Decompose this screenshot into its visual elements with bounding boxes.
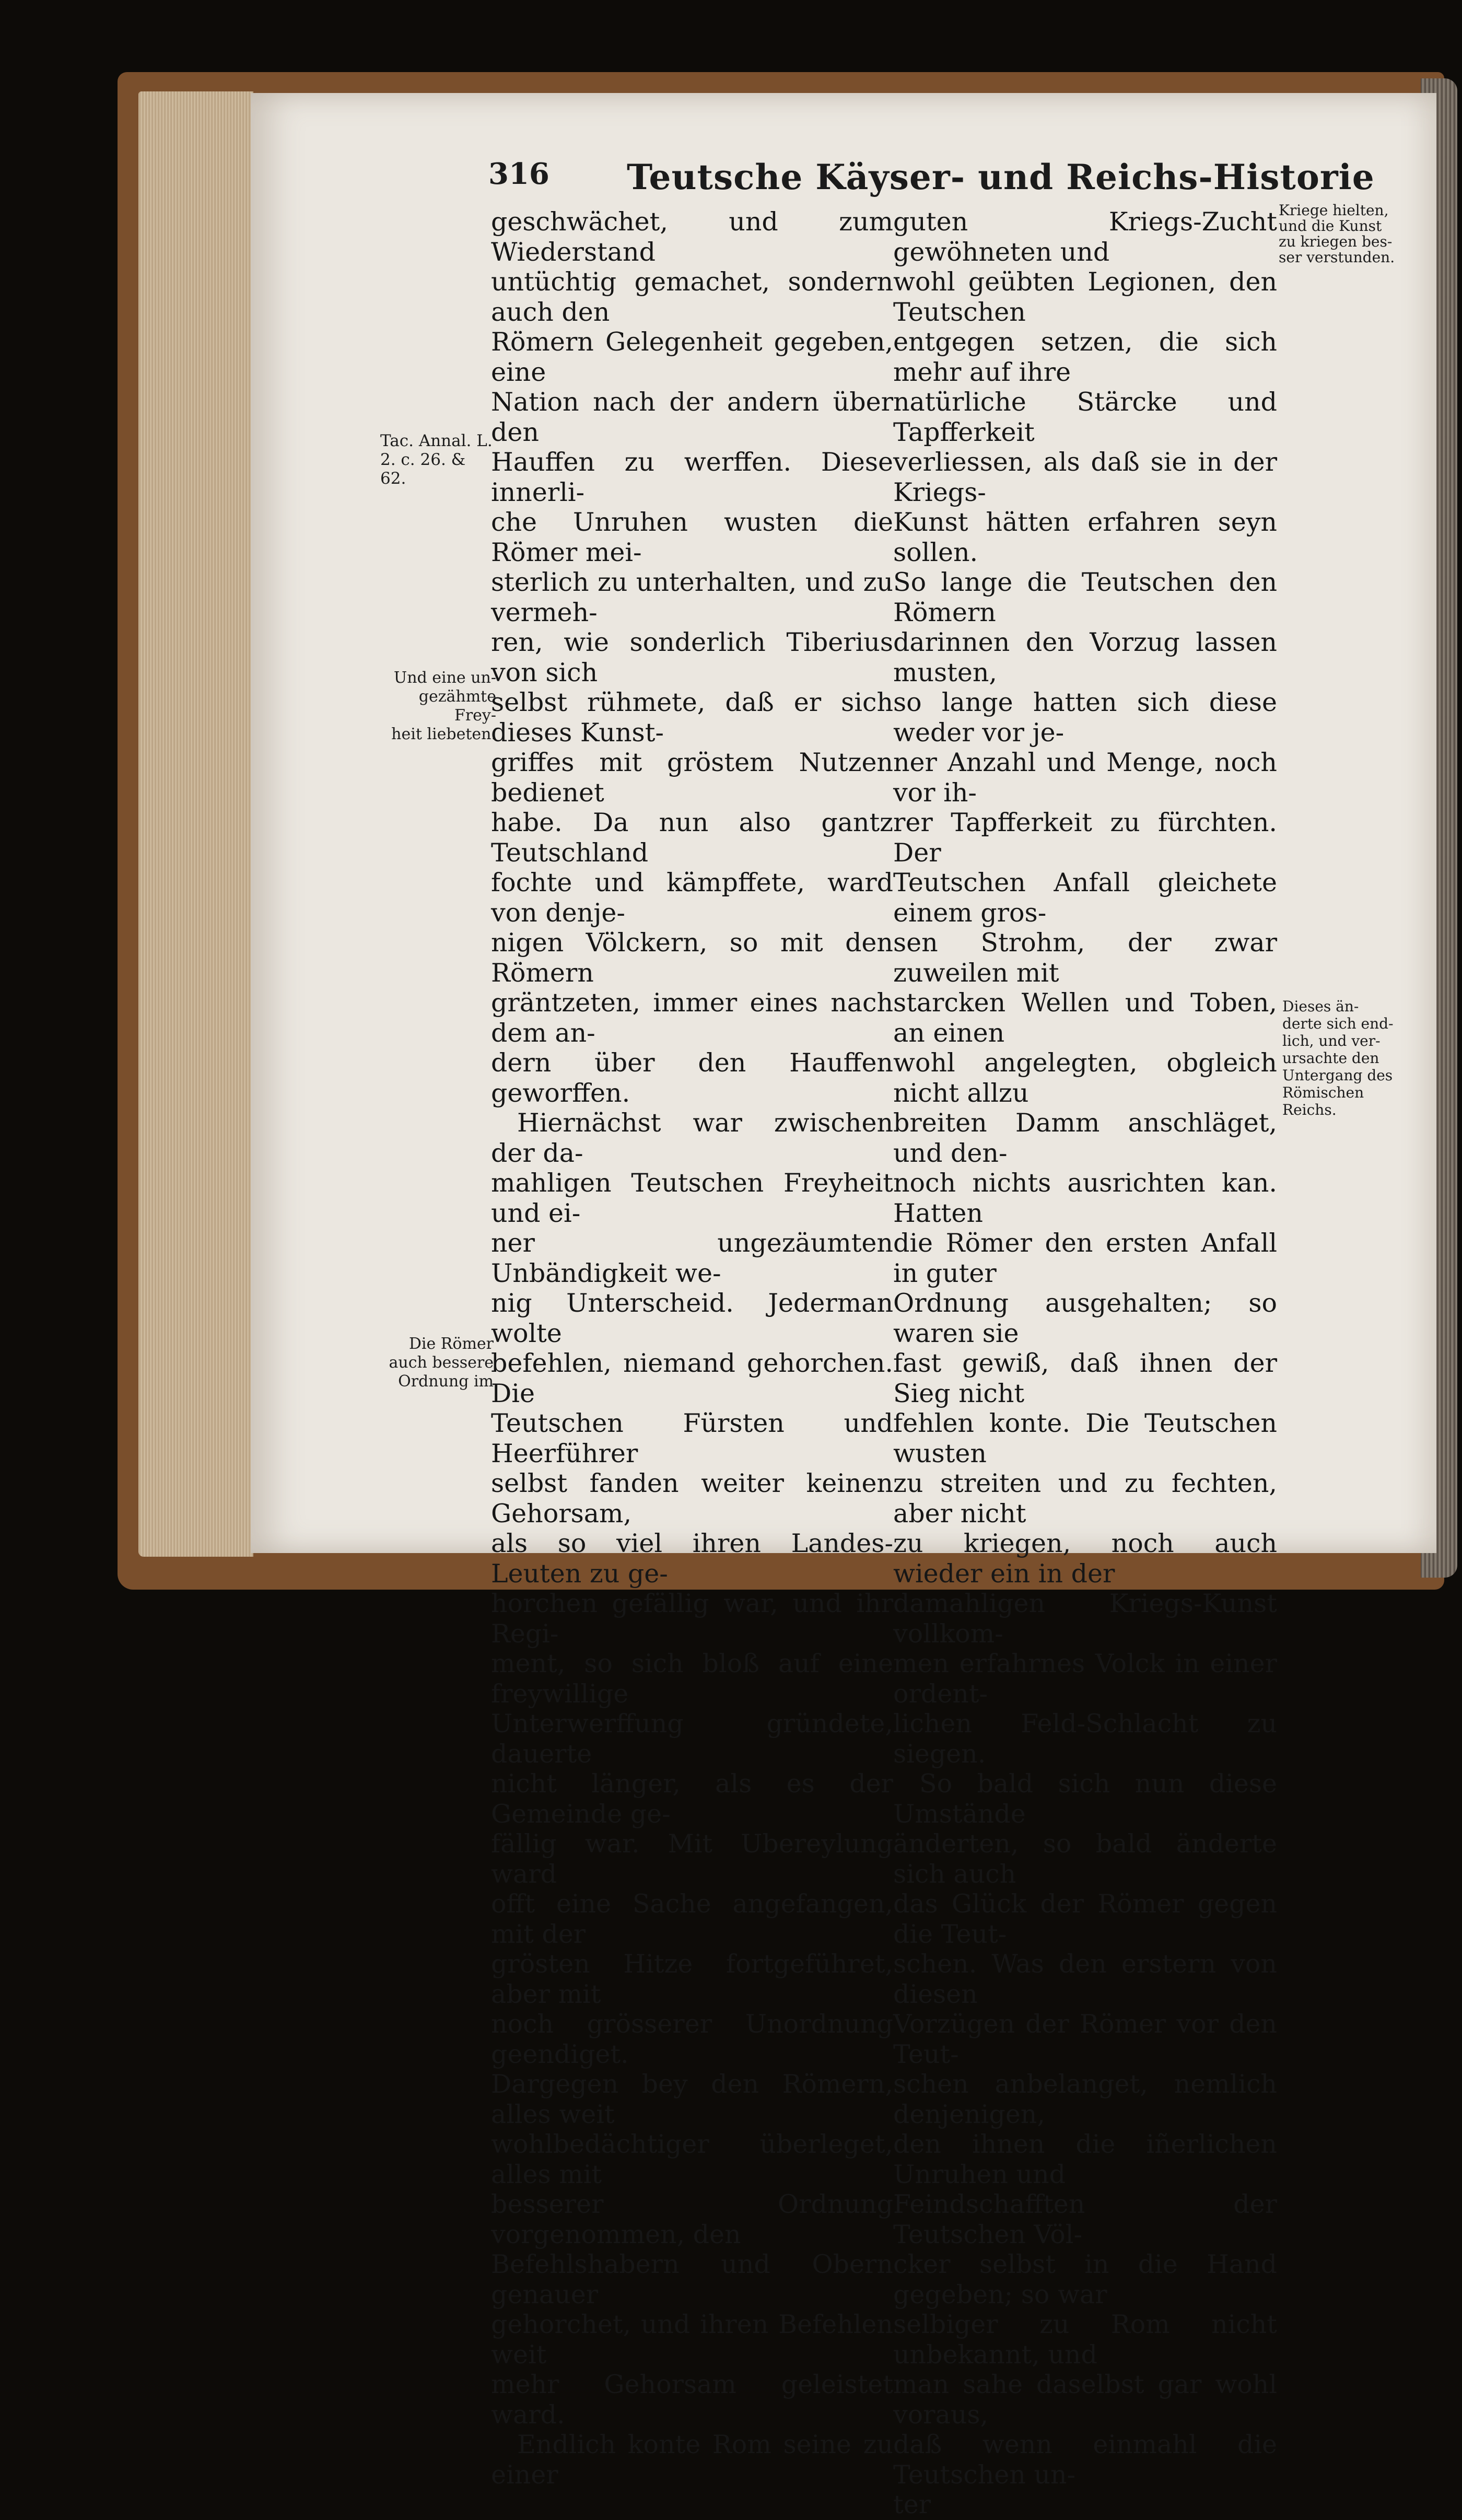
text-line: Befehlshabern und Obern genauer [491,2249,893,2309]
text-line: griffes mit gröstem Nutzen bedienet [491,748,893,808]
text-line: Feindschafften der Teutschen Völ- [893,2189,1277,2249]
text-line: damahligen Kriegs-Kunst vollkom- [893,1589,1277,1649]
text-line: ner ungezäumten Unbändigkeit we- [491,1228,893,1288]
text-line: gehorchet, und ihren Befehlen weit [491,2309,893,2370]
margin-note-roemer-ordnung: Die Römer auch bessere Ordnung im [389,1335,494,1391]
text-line: gräntzeten, immer eines nach dem an- [491,988,893,1048]
running-title: Teutsche Käyser- und Reichs-Historie [627,157,1375,197]
text-line: Kunst hätten erfahren seyn sollen. [893,507,1277,567]
margin-note-freiheit: Und eine un- gezähmte Frey- heit liebeten. [391,669,496,743]
text-line: dern über den Hauffen geworffen. [491,1048,893,1108]
page-number: 316 [488,157,549,191]
text-line: darinnen den Vorzug lassen musten, [893,627,1277,687]
margin-note-kriege: Kriege hielten, und die Kunst zu kriegen bes- ser verstunden. [1279,202,1395,266]
text-line: grösten Hitze fortgeführet, aber mit [491,1949,893,2009]
text-line: Teutschen Anfall gleichete einem gros- [893,868,1277,928]
text-line: das Glück der Römer gegen die Teut- [893,1889,1277,1949]
text-line: horchen gefällig war, und ihr Regi- [491,1589,893,1649]
text-line: Dargegen bey den Römern, alles weit [491,2069,893,2129]
page-edges-left [138,91,253,1557]
text-line: so lange hatten sich diese weder vor je- [893,687,1277,748]
text-line: als so viel ihren Landes-Leuten zu ge- [491,1529,893,1589]
text-line: zu streiten und zu fechten, aber nicht [893,1468,1277,1529]
text-line: So bald sich nun diese Umstände [893,1769,1277,1829]
text-line: fehlen konte. Die Teutschen wusten [893,1408,1277,1468]
text-line: entgegen setzen, die sich mehr auf ihre [893,327,1277,387]
text-line: Römern Gelegenheit gegeben, eine [491,327,893,387]
margin-note-citation: Tac. Annal. L. 2. c. 26. & 62. [380,431,493,488]
text-line: selbst rühmete, daß er sich dieses Kunst- [491,687,893,748]
text-line: den ihnen die iñerlichen Unruhen und [893,2129,1277,2189]
text-line: wohl geübten Legionen, den Teutschen [893,267,1277,327]
text-line: offt eine Sache angefangen, mit der [491,1889,893,1949]
text-line: wohl angelegten, obgleich nicht allzu [893,1048,1277,1108]
text-line: Ordnung ausgehalten; so waren sie [893,1288,1277,1348]
text-line: breiten Damm anschläget, und den- [893,1108,1277,1168]
text-line: fochte und kämpffete, ward von denje- [491,868,893,928]
text-line: starcken Wellen und Toben, an einen [893,988,1277,1048]
text-line: Vorzügen der Römer vor den Teut- [893,2009,1277,2069]
text-line: man sahe daselbst gar wohl voraus, [893,2370,1277,2430]
text-line: Hiernächst war zwischen der da- [491,1108,893,1168]
text-column-right [893,207,1277,2520]
text-line: geschwächet, und zum Wiederstand [491,207,893,267]
text-line: sterlich zu unterhalten, und zu vermeh- [491,567,893,627]
text-line: habe. Da nun also gantz Teutschland [491,808,893,868]
text-line: Hauffen zu werffen. Diese innerli- [491,447,893,507]
text-line: fast gewiß, daß ihnen der Sieg nicht [893,1348,1277,1408]
catchword: ter [893,2490,931,2519]
text-line: mahligen Teutschen Freyheit und ei- [491,1168,893,1228]
text-line: cker selbst in die Hand gegeben; so war [893,2249,1277,2309]
text-line: befehlen, niemand gehorchen. Die [491,1348,893,1408]
text-line: zu kriegen, noch auch wieder ein in der [893,1529,1277,1589]
text-line: sen Strohm, der zwar zuweilen mit [893,928,1277,988]
text-line: So lange die Teutschen den Römern [893,567,1277,627]
text-line: noch nichts ausrichten kan. Hatten [893,1168,1277,1228]
text-line: rer Tapfferkeit zu fürchten. Der [893,808,1277,868]
text-column-left [491,207,893,2490]
text-line: fällig war. Mit Ubereylung ward [491,1829,893,1889]
text-line: nig Unterscheid. Jederman wolte [491,1288,893,1348]
text-line: mehr Gehorsam geleistet ward. [491,2370,893,2430]
text-line: nicht länger, als es der Gemeinde ge- [491,1769,893,1829]
text-line: selbst fanden weiter keinen Gehorsam, [491,1468,893,1529]
text-line: schen. Was den erstern von diesen [893,1949,1277,2009]
text-line: lichen Feld-Schlacht zu siegen. [893,1709,1277,1769]
text-line: wohlbedächtiger überleget, alles mit [491,2129,893,2189]
text-line: che Unruhen wusten die Römer mei- [491,507,893,567]
text-line: ment, so sich bloß auf eine freywillige [491,1649,893,1709]
text-line: Nation nach der andern über den [491,387,893,447]
text-line: verliessen, als daß sie in der Kriegs- [893,447,1277,507]
text-line: Endlich konte Rom seine zu einer [491,2430,893,2490]
text-line: Unterwerffung gründete, dauerte [491,1709,893,1769]
text-line: änderten, so bald änderte sich auch [893,1829,1277,1889]
text-line: guten Kriegs-Zucht gewöhneten und [893,207,1277,267]
text-line: natürliche Stärcke und Tapfferkeit [893,387,1277,447]
text-line: Teutschen Fürsten und Heerführer [491,1408,893,1468]
text-line: die Römer den ersten Anfall in guter [893,1228,1277,1288]
text-line: men erfahrnes Volck in einer ordent- [893,1649,1277,1709]
text-line: ner Anzahl und Menge, noch vor ih- [893,748,1277,808]
text-line: noch grösserer Unordnung geendiget. [491,2009,893,2069]
text-line: daß wenn einmahl die Teutschen un- [893,2430,1277,2490]
text-line: schen anbelanget, nemlich denjenigen, [893,2069,1277,2129]
text-line: selbiger zu Rom nicht unbekannt, und [893,2309,1277,2370]
margin-note-untergang: Dieses än- derte sich end- lich, und ver- ursachte den Untergang des Römischen Reichs. [1282,998,1394,1118]
text-line: besserer Ordnung vorgenommen, den [491,2189,893,2249]
text-line: ren, wie sonderlich Tiberius von sich [491,627,893,687]
text-line: nigen Völckern, so mit den Römern [491,928,893,988]
text-line: untüchtig gemachet, sondern auch den [491,267,893,327]
